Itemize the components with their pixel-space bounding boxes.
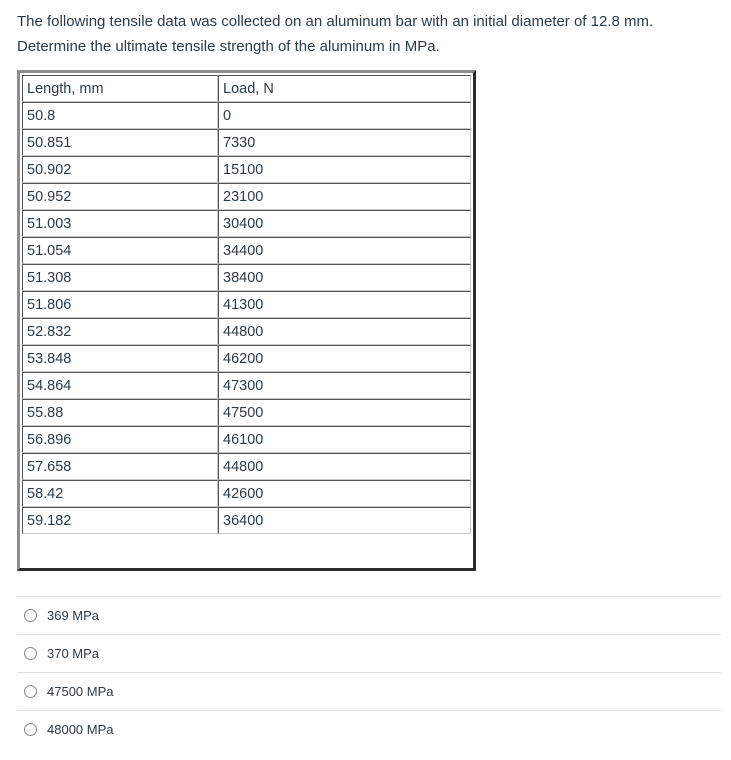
length-cell: 50.952 xyxy=(22,183,218,210)
answer-options xyxy=(17,596,721,747)
header-load: Load, N xyxy=(218,75,471,102)
table-row xyxy=(22,210,471,237)
tensile-data-table xyxy=(17,70,476,571)
radio-button[interactable] xyxy=(24,647,37,660)
length-cell: 51.308 xyxy=(22,264,218,291)
length-cell: 51.003 xyxy=(22,210,218,237)
length-cell: 58.42 xyxy=(22,480,218,507)
load-cell: 47500 xyxy=(218,399,471,426)
load-cell: 44800 xyxy=(218,453,471,480)
load-cell: 30400 xyxy=(218,210,471,237)
length-cell: 50.902 xyxy=(22,156,218,183)
length-cell: 50.851 xyxy=(22,129,218,156)
load-cell: 23100 xyxy=(218,183,471,210)
answer-label: 369 MPa xyxy=(47,607,100,623)
radio-button[interactable] xyxy=(24,609,37,622)
load-cell: 44800 xyxy=(218,318,471,345)
load-cell: 36400 xyxy=(218,507,471,534)
table-row xyxy=(22,318,471,345)
table-row xyxy=(22,507,471,534)
length-cell: 55.88 xyxy=(22,399,218,426)
load-cell: 34400 xyxy=(218,237,471,264)
load-cell: 42600 xyxy=(218,480,471,507)
radio-button[interactable] xyxy=(24,685,37,698)
table-row xyxy=(22,345,471,372)
length-cell: 51.054 xyxy=(22,237,218,264)
table-row xyxy=(22,453,471,480)
answer-option-4[interactable] xyxy=(17,710,721,747)
table-row xyxy=(22,129,471,156)
length-cell: 51.806 xyxy=(22,291,218,318)
answer-label: 370 MPa xyxy=(47,645,100,661)
table-row xyxy=(22,183,471,210)
question-line-1: The following tensile data was collected on an aluminum bar with an initial diameter of 12.8 mm. xyxy=(17,13,654,30)
load-cell: 46100 xyxy=(218,426,471,453)
load-cell: 7330 xyxy=(218,129,471,156)
load-cell: 0 xyxy=(218,102,471,129)
table-row xyxy=(22,372,471,399)
table-row xyxy=(22,291,471,318)
load-cell: 47300 xyxy=(218,372,471,399)
radio-button[interactable] xyxy=(24,723,37,736)
load-cell: 46200 xyxy=(218,345,471,372)
load-cell: 15100 xyxy=(218,156,471,183)
answer-option-1[interactable] xyxy=(17,596,721,633)
answer-option-3[interactable] xyxy=(17,672,721,709)
length-cell: 50.8 xyxy=(22,102,218,129)
data-table xyxy=(22,75,471,534)
load-cell: 41300 xyxy=(218,291,471,318)
table-row xyxy=(22,156,471,183)
table-row xyxy=(22,102,471,129)
header-length: Length, mm xyxy=(22,75,218,102)
length-cell: 52.832 xyxy=(22,318,218,345)
answer-label: 48000 MPa xyxy=(47,721,114,737)
table-row xyxy=(22,399,471,426)
answer-label: 47500 MPa xyxy=(47,683,114,699)
length-cell: 57.658 xyxy=(22,453,218,480)
table-row xyxy=(22,426,471,453)
question-text xyxy=(17,9,717,59)
table-row xyxy=(22,264,471,291)
length-cell: 53.848 xyxy=(22,345,218,372)
table-header-row xyxy=(22,75,471,102)
table-row xyxy=(22,237,471,264)
load-cell: 38400 xyxy=(218,264,471,291)
answer-option-2[interactable] xyxy=(17,634,721,671)
question-line-2: Determine the ultimate tensile strength of the aluminum in MPa. xyxy=(17,38,440,55)
table-row xyxy=(22,480,471,507)
length-cell: 56.896 xyxy=(22,426,218,453)
length-cell: 59.182 xyxy=(22,507,218,534)
length-cell: 54.864 xyxy=(22,372,218,399)
